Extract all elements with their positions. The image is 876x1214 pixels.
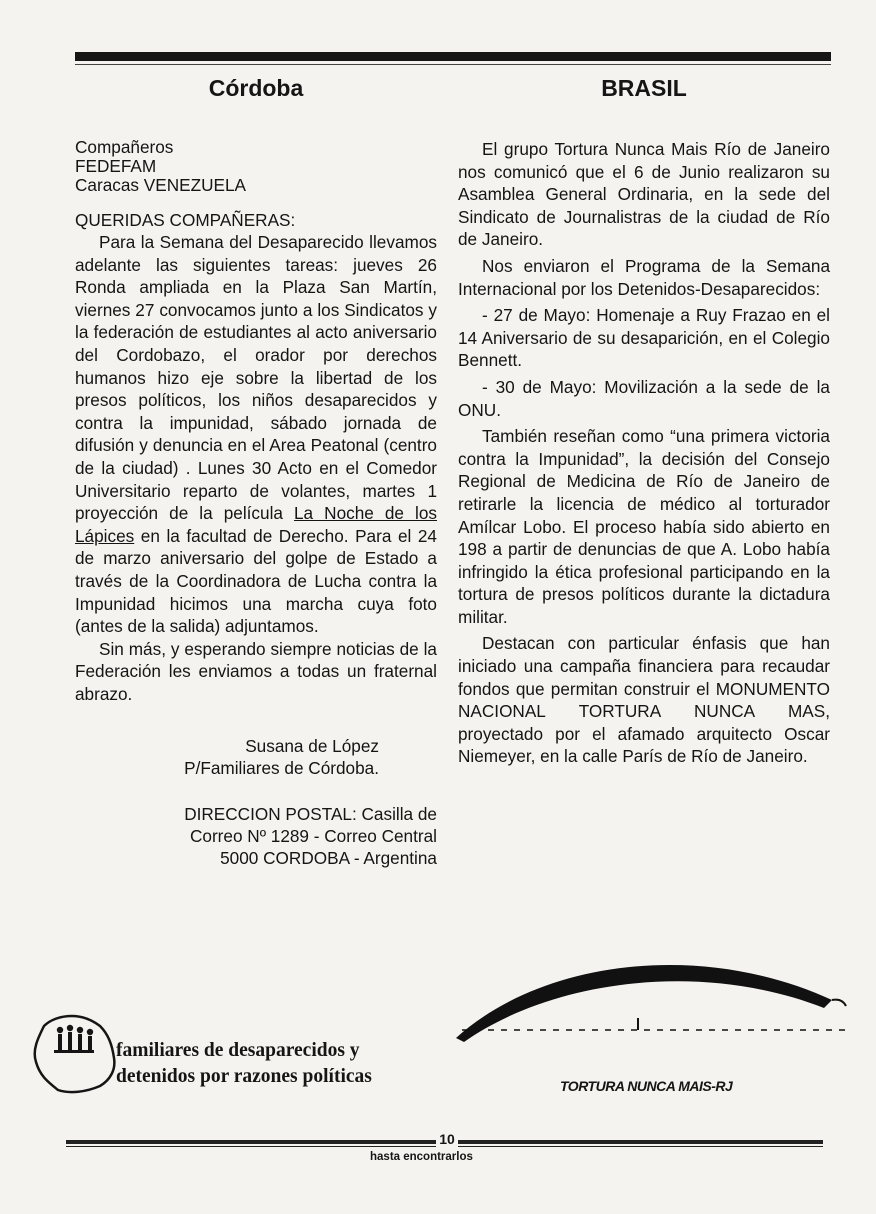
brasil-paragraph-6: Destacan con particular énfasis que han iniciado una campaña financiera para recaudar fondos que permitan construir el MONUMENTO NACIONAL TORTURA NUNCA MAS, proyectado por el afamado arquitecto Oscar Niemeyer, en la calle París de Río de Janeiro. xyxy=(458,633,830,767)
addressee-line: FEDEFAM xyxy=(75,156,157,176)
addressee-block xyxy=(75,138,437,195)
brasil-paragraph-3: - 27 de Mayo: Homenaje a Ruy Frazao en el 14 Aniversario de su desaparición, en el Colegio Bennett. xyxy=(458,305,830,371)
cordoba-paragraph-1-part-b: en la facultad de Derecho. Para el 24 de marzo aniversario del golpe de Estado a través de la Coordinadora de Lucha contra la Impunidad hicimos una marcha cuya foto (antes de la salida) adjuntamos. xyxy=(75,525,437,637)
brasil-paragraph-4: - 30 de Mayo: Movilización a la sede de la ONU. xyxy=(458,376,830,420)
cordoba-paragraph-1 xyxy=(75,231,437,638)
signature-name: Susana de López xyxy=(245,736,379,757)
postal-line: DIRECCION POSTAL: Casilla de xyxy=(184,804,437,825)
cordoba-paragraph-1-part-a: Para la Semana del Desaparecido llevamos adelante las siguientes tareas: jueves 26 Ronda ampliada en la Plaza San Martín, viernes 27 convocamos junto a los Sindicatos y la federación de estudiantes al acto aniversario del Cordobazo, el orador por derechos humanos hizo eje sobre la libertad de los presos políticos, los niños desaparecidos y contra la impunidad, sábado jornada de difusión y denuncia en el Area Peatonal (centro de la ciudad) . Lunes 30 Acto en el Comedor Universitario reparto de volantes, martes 1 proyección de la película xyxy=(75,232,437,524)
postal-line: Correo Nº 1289 - Correo Central xyxy=(189,826,437,847)
brasil-paragraph-2: Nos enviaron el Programa de la Semana Internacional por los Detenidos-Desaparecidos: xyxy=(458,255,830,299)
cordoba-column xyxy=(75,75,437,869)
film-title: La Noche de los Lápices xyxy=(75,503,437,546)
cordoba-paragraph-2: Sin más, y esperando siempre noticias de la Federación les enviamos a todas un fraternal abrazo. xyxy=(75,638,437,704)
organization-name xyxy=(116,1038,440,1090)
cordoba-title: Córdoba xyxy=(208,75,304,101)
addressee-line: Compañeros xyxy=(75,137,174,157)
brasil-paragraph-5: También reseñan como “una primera victoria contra la Impunidad”, la decisión del Consejo Regional de Medicina de Río de Janeiro de retirarle la licencia de médico al torturador Amílcar Lobo. El proceso había sido abierto en 198 a partir de denuncias de que A. Lobo había infringido la ética profesional participando en la tortura de presos políticos durante la dictadura militar. xyxy=(458,426,830,627)
postal-line: 5000 CORDOBA - Argentina xyxy=(220,848,437,869)
organization-line-1: familiares de desaparecidos y xyxy=(116,1040,360,1061)
tortura-nunca-mais-caption: TORTURA NUNCA MAIS-RJ xyxy=(560,1078,733,1094)
page-number: 10 xyxy=(436,1131,458,1147)
postal-address xyxy=(75,803,437,869)
publication-name: hasta encontrarlos xyxy=(370,1151,473,1163)
organization-line-2: detenidos por razones políticas xyxy=(116,1066,372,1087)
signature-org: P/Familiares de Córdoba. xyxy=(184,758,379,779)
addressee-line: Caracas VENEZUELA xyxy=(75,175,246,195)
top-rule xyxy=(75,52,831,61)
signature-block xyxy=(75,735,437,779)
brasil-paragraph-1: El grupo Tortura Nunca Mais Río de Janeiro nos comunicó que el 6 de Junio realizaron su Asamblea General Ordinaria, en la sede del Sindicato de Journalistras de la ciudad de Río de Janeiro. xyxy=(458,139,830,250)
brasil-title: BRASIL xyxy=(601,75,687,101)
salutation: QUERIDAS COMPAÑERAS: xyxy=(75,210,296,230)
brasil-column xyxy=(458,75,830,768)
